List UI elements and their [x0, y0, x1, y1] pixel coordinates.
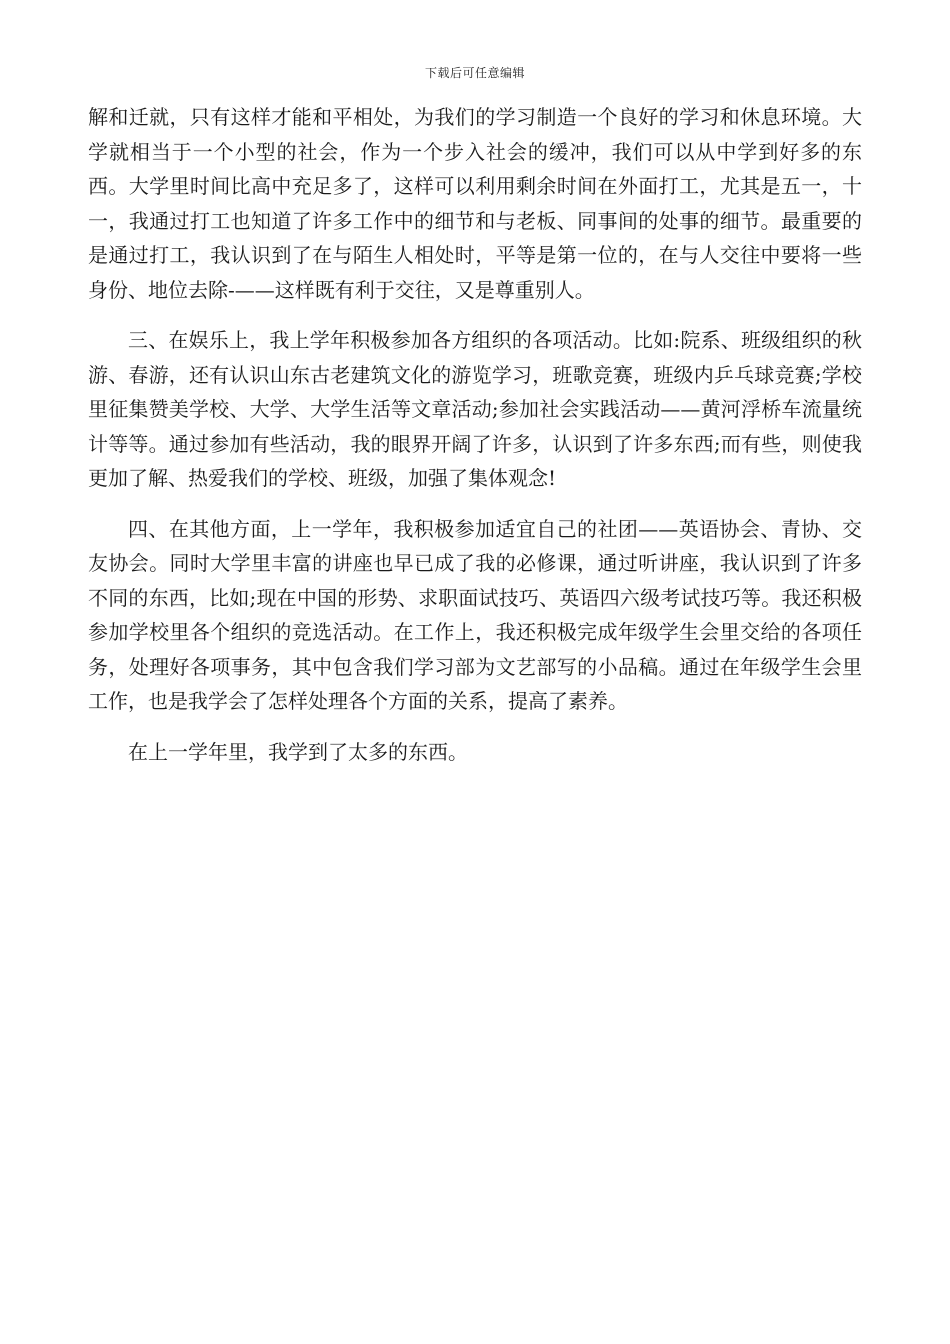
paragraph-continuation: 解和迁就，只有这样才能和平相处，为我们的学习制造一个良好的学习和休息环境。大学就相当于一个小型的社会，作为一个步入社会的缓冲，我们可以从中学到好多的东西。大学里时间比高中充足多了，这样可以利用剩余时间在外面打工，尤其是五一，十一，我通过打工也知道了许多工作中的细节和与老板、同事间的处事的细节。最重要的是通过打工，我认识到了在与陌生人相处时，平等是第一位的，在与人交往中要将一些身份、地位去除-——这样既有利于交往，又是尊重别人。 — [88, 105, 862, 302]
paragraph-entertainment: 三、在娱乐上，我上学年积极参加各方组织的各项活动。比如:院系、班级组织的秋游、春游，还有认识山东古老建筑文化的游览学习，班歌竞赛，班级内乒乓球竞赛;学校里征集赞美学校、大学、大学生活等文章活动;参加社会实践活动——黄河浮桥车流量统计等等。通过参加有些活动，我的眼界开阔了许多，认识到了许多东西;而有些，则使我更加了解、热爱我们的学校、班级，加强了集体观念! — [88, 328, 862, 490]
paragraph-other-aspects: 四、在其他方面，上一学年，我积极参加适宜自己的社团——英语协会、青协、交友协会。同时大学里丰富的讲座也早已成了我的必修课，通过听讲座，我认识到了许多不同的东西，比如;现在中国的形势、求职面试技巧、英语四六级考试技巧等。我还积极参加学校里各个组织的竞选活动。在工作上，我还积极完成年级学生会里交给的各项任务，处理好各项事务，其中包含我们学习部为文艺部写的小品稿。通过在年级学生会里工作，也是我学会了怎样处理各个方面的关系，提高了素养。 — [88, 516, 862, 713]
page-header: 下载后可任意编辑 — [424, 66, 525, 80]
paragraph-conclusion: 在上一学年里，我学到了太多的东西。 — [128, 739, 468, 764]
document-body — [88, 100, 862, 785]
